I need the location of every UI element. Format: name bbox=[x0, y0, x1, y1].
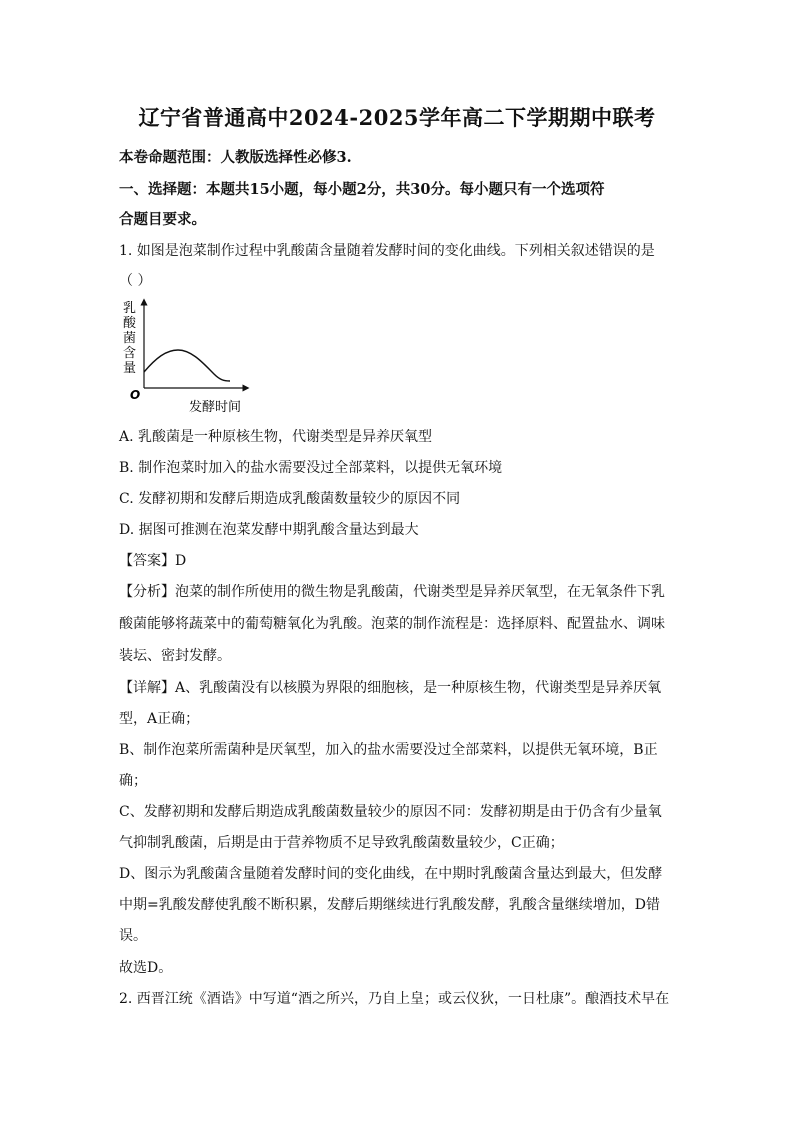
y-axis-label-char: 乳 bbox=[123, 301, 137, 316]
analysis-line: 【分析】泡菜的制作所使用的微生物是乳酸菌，代谢类型是异养厌氧型，在无氧条件下乳 bbox=[119, 584, 665, 600]
x-axis-label: 发酵时间 bbox=[189, 400, 242, 415]
y-axis-label-char: 含 bbox=[123, 346, 137, 361]
answer-label: 【答案】D bbox=[119, 553, 187, 569]
question-1-stem: 1. 如图是泡菜制作过程中乳酸菌含量随着发酵时间的变化曲线。下列相关叙述错误的是 bbox=[119, 243, 655, 259]
detail-line: B、制作泡菜所需菌种是厌氧型，加入的盐水需要没过全部菜料，以提供无氧环境，B正 bbox=[119, 742, 658, 758]
question-2-stem: 2. 西晋江统《酒诰》中写道“酒之所兴，乃自上皇；或云仪狄，一日杜康”。酿酒技术早在 bbox=[119, 991, 670, 1007]
detail-line: 中期=乳酸发酵使乳酸不断积累，发酵后期继续进行乳酸发酵，乳酸含量继续增加，D错 bbox=[119, 897, 660, 913]
detail-line: 确； bbox=[119, 773, 147, 789]
detail-line: 误。 bbox=[119, 928, 147, 944]
lactobacillus-curve-figure bbox=[118, 296, 258, 416]
y-axis-label-char: 量 bbox=[123, 361, 137, 376]
question-1-option-b: B. 制作泡菜时加入的盐水需要没过全部菜料，以提供无氧环境 bbox=[119, 460, 503, 476]
lactobacillus-curve bbox=[144, 350, 230, 381]
detail-line: 【详解】A、乳酸菌没有以核膜为界限的细胞核，是一种原核生物，代谢类型是异养厌氧 bbox=[119, 680, 662, 696]
y-axis-label-char: 菌 bbox=[123, 331, 137, 346]
detail-line: 型，A正确； bbox=[119, 711, 200, 727]
detail-line: D、图示为乳酸菌含量随着发酵时间的变化曲线，在中期时乳酸菌含量达到最大，但发酵 bbox=[119, 866, 663, 882]
analysis-line: 酸菌能够将蔬菜中的葡萄糖氧化为乳酸。泡菜的制作流程是：选择原料、配置盐水、调味 bbox=[119, 616, 665, 632]
analysis-line: 装坛、密封发酵。 bbox=[119, 648, 231, 664]
question-1-blank: （ ） bbox=[119, 273, 152, 289]
exam-scope: 本卷命题范围：人教版选择性必修3. bbox=[119, 149, 352, 166]
conclusion: 故选D。 bbox=[119, 960, 173, 976]
detail-line: C、发酵初期和发酵后期造成乳酸菌数量较少的原因不同：发酵初期是由于仍含有少量氧 bbox=[119, 804, 662, 820]
section-heading-line1: 一、选择题：本题共15小题，每小题2分，共30分。每小题只有一个选项符 bbox=[119, 181, 605, 198]
question-1-option-d: D. 据图可推测在泡菜发酵中期乳酸含量达到最大 bbox=[119, 522, 419, 538]
page-title: 辽宁省普通高中2024-2025学年高二下学期期中联考 bbox=[138, 105, 656, 130]
y-axis-label-char: 酸 bbox=[123, 316, 137, 331]
origin-label: O bbox=[130, 388, 141, 402]
question-1-option-a: A. 乳酸菌是一种原核生物，代谢类型是异养厌氧型 bbox=[119, 429, 433, 445]
section-heading-line2: 合题目要求。 bbox=[119, 211, 206, 228]
question-1-option-c: C. 发酵初期和发酵后期造成乳酸菌数量较少的原因不同 bbox=[119, 491, 461, 507]
detail-line: 气抑制乳酸菌，后期是由于营养物质不足导致乳酸菌数量较少，C正确； bbox=[119, 835, 564, 851]
